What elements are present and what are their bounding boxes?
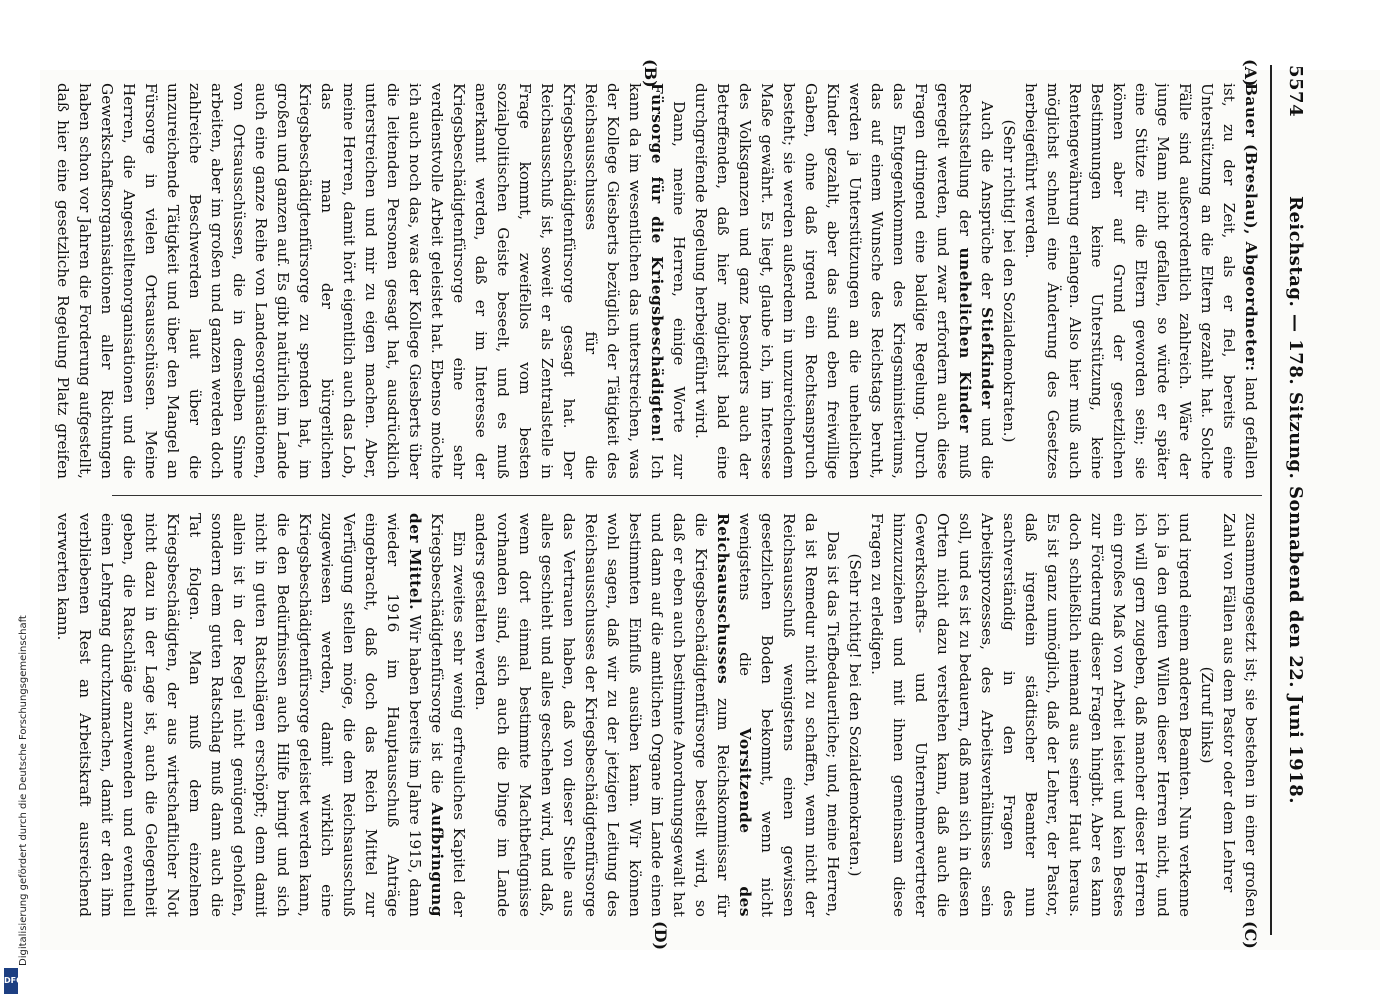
left-column	[52, 83, 1262, 479]
paragraph: Auch die Ansprüche der Stiefkinder und die Rechtsstellung der unehelichen Kinder muß geregelt werden, und zwar erfordern auch diese Fragen dringend eine baldige Regelung. Durch das Entgegenkommen des Kriegsministeriums, das auf einem Wunsche des Reichstags beruht, werden ja Unterstützungen an die unehelichen Kinder gezahlt, aber das sind eben freiwillige Gaben, ohne daß irgend ein Rechtsanspruch besteht; sie werden außerdem in unzureichendem Maße gewährt. Es liegt, glaube ich, im Interesse des Volksganzen und ganz besonders auch der Betreffenden, daß hier möglichst bald eine durchgreifende Regelung herbeigeführt wird.	[692, 83, 996, 479]
header-rule	[1270, 65, 1272, 935]
rotated-newspaper-page	[40, 59, 1310, 951]
speaker-name: Bauer (Breslau), Abgeordneter:	[1242, 83, 1260, 372]
dfg-logo: DFG	[4, 968, 18, 994]
paragraph: Das ist das Tiefbedauerliche; und, meine Herren, da ist Remedur nicht zu schaffen, wenn nicht der Reichsausschuß wenigstens einen gewissen gesetzlichen Boden bekommt, wenn nicht wenigstens die Vorsitzende des Reichsausschusses zum Reichskommissar für die Kriegsbeschädigtenfürsorge bestellt wird, so daß er eben auch bestimmte Anordnungsgewalt hat und dann auf die amtlichen Organe im Lande einen bestimmten Einfluß ausüben kann. Wir können wohl sagen, daß wir zu der jetzigen Leitung des Reichsausschusses der Kriegsbeschädigtenfürsorge das Vertrauen haben, daß von dieser Stelle aus alles geschieht und alles geschehen wird, und daß, wenn dort einmal bestimmte Machtbefugnisse vorhanden sind, sich auch die Dinge im Lande anders gestalten werden.	[472, 513, 842, 917]
margin-marker-d: (D)	[651, 921, 670, 951]
interjection: (Sehr richtig! bei den Sozialdemokraten.)	[846, 553, 864, 877]
page-number: 5574	[1285, 65, 1306, 118]
margin-marker-c: (C)	[1241, 921, 1260, 949]
paragraph: Bauer (Breslau), Abgeordneter: land gefallen ist, zu der Zeit, als er fiel, bereits eine Unterstützung an die Eltern gezahlt hat. Solche Fälle sind außerordentlich zahlreich. Wäre der junge Mann nicht gefallen, so würde er später eine Stütze für die Eltern geworden sein; sie können aber auf Grund der gesetzlichen Bestimmungen keine Unterstützung, keine Rentengewährung erlangen. Also hier muß auch möglichst schnell eine Änderung des Gesetzes herbeigeführt werden.	[1022, 83, 1260, 479]
page-header	[1280, 65, 1310, 935]
margin-marker-b: (B)	[641, 59, 660, 88]
paragraph: zusammengesetzt ist; sie bestehen in einer großen Zahl von Fällen aus dem Pastor oder dem Lehrer	[1220, 513, 1260, 917]
paragraph: Dann, meine Herren, einige Worte zur Fürsorge für die Kriegsbeschädigten! Ich kann da im wesentlichen das unterstreichen, was der Kollege Giesberts bezüglich der Tätigkeit des Reichsausschusses für die Kriegsbeschädigtenfürsorge gesagt hat. Der Reichsausschuß ist, soweit er als Zentralstelle in Frage kommt, zweifellos vom besten sozialpolitischen Geiste beseelt, und es muß anerkannt werden, daß er im Interesse der Kriegsbeschädigtenfürsorge eine sehr verdienstvolle Arbeit geleistet hat. Ebenso möchte ich auch noch das, was der Kollege Giesberts über die leitenden Personen gesagt hat, ausdrücklich unterstreichen und mir zu eigen machen. Aber, meine Herren, damit hört eigentlich auch das Lob, das man der bürgerlichen Kriegsbeschädigtenfürsorge zu spenden hat, im großen und ganzen auf. Es gibt natürlich im Lande auch eine ganze Reihe von Landesorganisationen, von Ortsausschüssen, die in demselben Sinne arbeiten, aber im großen und ganzen werden doch zahlreiche Beschwerden laut über die unzureichende Tätigkeit und über den Mangel an Fürsorge in vielen Ortsausschüssen. Meine Herren, die Angestelltenorganisationen und die Gewerkschaftsorganisationen aller Richtungen haben schon vor Jahren die Forderung aufgestellt, daß hier eine gesetzliche Regelung Platz greifen	[54, 83, 688, 479]
column-divider	[112, 495, 1262, 496]
page-title: Reichstag. — 178. Sitzung. Sonnabend den 22. Juni 1918.	[1285, 195, 1306, 805]
margin-marker-a: (A)	[1241, 59, 1260, 87]
paragraph: Ein zweites sehr wenig erfreuliches Kapitel der Kriegsbeschädigtenfürsorge ist die Aufbringung der Mittel. Wir haben bereits im Jahre 1915, dann wieder 1916 im Hauptausschuß Anträge eingebracht, daß doch das Reich Mittel zur Verfügung stellen möge, die dem Reichsausschuß zugewiesen werden, damit wirklich eine Kriegsbeschädigtenfürsorge geleistet werden kann, die den Bedürfnissen auch Hilfe bringt und sich nicht in guten Ratschlägen erschöpft; denn damit allein ist in der Regel nicht genügend geholfen, sondern dem guten Ratschlag muß dann auch die Tat folgen. Man muß dem einzelnen Kriegsbeschädigten, der aus wirtschaftlicher Not nicht dazu in der Lage ist, auch die Gelegenheit geben, die Ratschläge anzuwenden und eventuell einen Lehrgang durchzumachen, damit er den ihm verbliebenen Rest an Arbeitskraft ausreichend verwerten kann.	[54, 513, 468, 917]
footer-credit: Digitalisierung gefördert durch die Deutsche Forschungsgemeinschaft	[18, 615, 29, 966]
right-column	[52, 513, 1262, 917]
digitization-footer	[0, 0, 29, 1000]
interjection: (Zuruf links)	[1198, 666, 1216, 764]
interjection: (Sehr richtig! bei den Sozialdemokraten.)	[1000, 119, 1018, 443]
paragraph: und irgend einem anderen Beamten. Nun verkenne ich ja den guten Willen dieser Herren nicht, und ich will gern zugeben, daß mancher dieser Herren ein großes Maß von Arbeit leistet und kein Bestes zur Förderung dieser Fragen hingibt. Aber es kann doch schließlich niemand aus seiner Haut heraus. Es ist ganz unmöglich, daß der Lehrer, der Pastor, daß irgendein städtischer Beamter nun sachverständig in den Fragen des Arbeitsprozesses, des Arbeitsverhältnisses sein soll, und es ist zu bedauern, daß man sich in diesen Orten nicht dazu verstehen kann, daß auch die Gewerkschafts- und Unternehmervertreter hinzuzuziehen und mit ihnen gemeinsam diese Fragen zu erledigen.	[868, 513, 1194, 917]
